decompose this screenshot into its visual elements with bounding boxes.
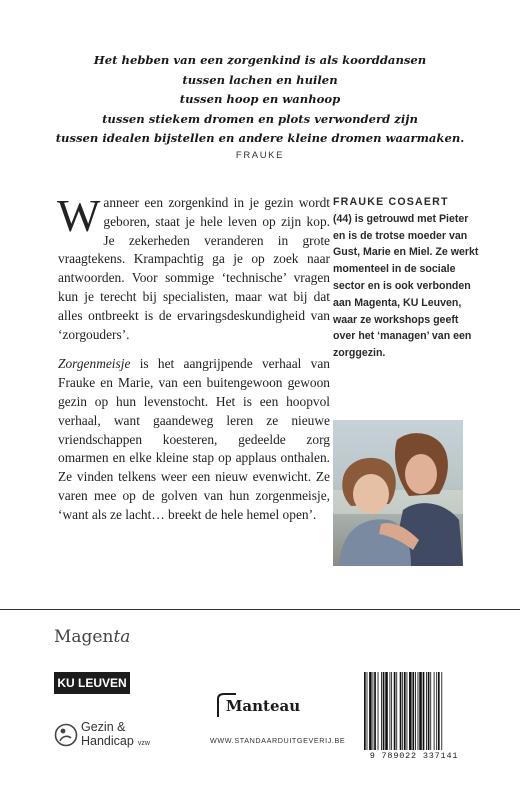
barcode-bar — [423, 672, 425, 750]
publisher-website: WWW.STANDAARDUITGEVERIJ.BE — [210, 736, 346, 745]
barcode-bar — [428, 672, 430, 750]
blurb-text — [57, 190, 330, 536]
barcode-bar — [374, 672, 376, 750]
barcode-bar — [391, 672, 392, 750]
quote-line: tussen stiekem dromen en plots verwonderd zijn — [102, 111, 418, 126]
gezin-handicap-icon — [54, 722, 78, 748]
blurb-paragraph-1 — [57, 190, 330, 344]
barcode-bar — [419, 672, 422, 750]
barcode-bar — [415, 672, 416, 750]
quote-line: tussen lachen en huilen — [182, 72, 338, 87]
barcode-bar — [364, 672, 366, 750]
barcode-bar — [385, 672, 388, 750]
manteau-logo — [210, 697, 316, 716]
isbn-number: 9 789022 337141 — [369, 751, 459, 761]
blurb-paragraph-2-text: is het aangrijpende verhaal van Frauke en Marie, van een buitengewoon gewoon gezin op hun levenstocht. Het is een hoopvol verhaal, want gaandeweg leren ze nieuwe vriendschappen koesteren, gedeelde zorg omarmen en elke kleine stap op applaus onthalen. Ze vinden telkens weer een nieuw evenwicht. Ze varen mee op de golven van hun zorgenmeisje, ‘want als ze lacht… breekt de hele hemel open’. — [58, 356, 330, 522]
author-bio-text: (44) is getrouwd met Pieter en is de trotse moeder van Gust, Marie en Miel. Ze werkt momenteel in de sociale sector en is ook verbonden aan Magenta, KU Leuven, waar ze workshops geeft over het ‘managen’ van een zorggezin. — [333, 212, 479, 360]
barcode-bar — [396, 672, 397, 750]
barcode-bar — [426, 672, 427, 750]
manteau-wordmark: Manteau — [225, 697, 301, 715]
quote-line: tussen hoop en wanhoop — [179, 92, 341, 107]
barcode-bar — [404, 672, 406, 750]
barcode — [362, 672, 466, 750]
barcode-bar — [402, 672, 403, 750]
quote-line: tussen idealen bijstellen en andere kleine dromen waarmaken. — [55, 131, 465, 146]
gezin-handicap-logo — [54, 720, 214, 750]
barcode-bar — [418, 672, 419, 750]
barcode-bar — [436, 672, 437, 750]
barcode-bar — [378, 672, 379, 750]
magenta-logo-italic: ta — [113, 627, 131, 647]
barcode-bar — [412, 672, 414, 750]
barcode-bars — [362, 672, 466, 750]
author-name: FRAUKE COSAERT — [333, 196, 449, 208]
barcode-bar — [438, 672, 440, 750]
drop-cap: W — [57, 190, 101, 241]
manteau-bracket-icon — [210, 691, 316, 721]
barcode-bar — [409, 672, 412, 750]
handicap-label: Handicap — [81, 734, 134, 748]
barcode-bar — [390, 672, 391, 750]
quote-line: Het hebben van een zorgenkind is als koorddansen — [93, 53, 427, 67]
ku-leuven-logo: KU LEUVEN — [54, 672, 130, 694]
magenta-logo-text: Magen — [54, 627, 114, 647]
divider — [0, 609, 520, 610]
author-bio — [333, 194, 483, 362]
vzw-label: vzw — [137, 740, 150, 747]
blurb-paragraph-1-text: anneer een zorgenkind in je gezin wordt geboren, staat je hele leven op zijn kop. Je zekerheden veranderen in grote vraagtekens. Krampachtig ga je op zoek naar antwoorden. Voor sommige ‘technische’ vragen kun je terecht bij specialisten, maar wat bij dat alles ontbreekt is de ervaringsdeskundigheid van ‘zorgouders’. — [58, 195, 330, 342]
gezin-label: Gezin & — [81, 720, 126, 734]
book-title: Zorgenmeisje — [58, 356, 131, 372]
barcode-bar — [441, 672, 442, 750]
magenta-logo — [54, 627, 130, 647]
barcode-bar — [400, 672, 402, 750]
quote-author: FRAUKE — [235, 150, 285, 161]
barcode-bar — [367, 672, 368, 750]
quote-block — [0, 51, 520, 149]
barcode-bar — [407, 672, 408, 750]
blurb-paragraph-2 — [58, 355, 330, 524]
barcode-bar — [383, 672, 385, 750]
barcode-bar — [430, 672, 431, 750]
barcode-bar — [394, 672, 396, 750]
barcode-bar — [373, 672, 374, 750]
author-photo — [333, 420, 463, 566]
barcode-bar — [369, 672, 372, 750]
barcode-bar — [381, 672, 382, 750]
barcode-bar — [434, 672, 435, 750]
